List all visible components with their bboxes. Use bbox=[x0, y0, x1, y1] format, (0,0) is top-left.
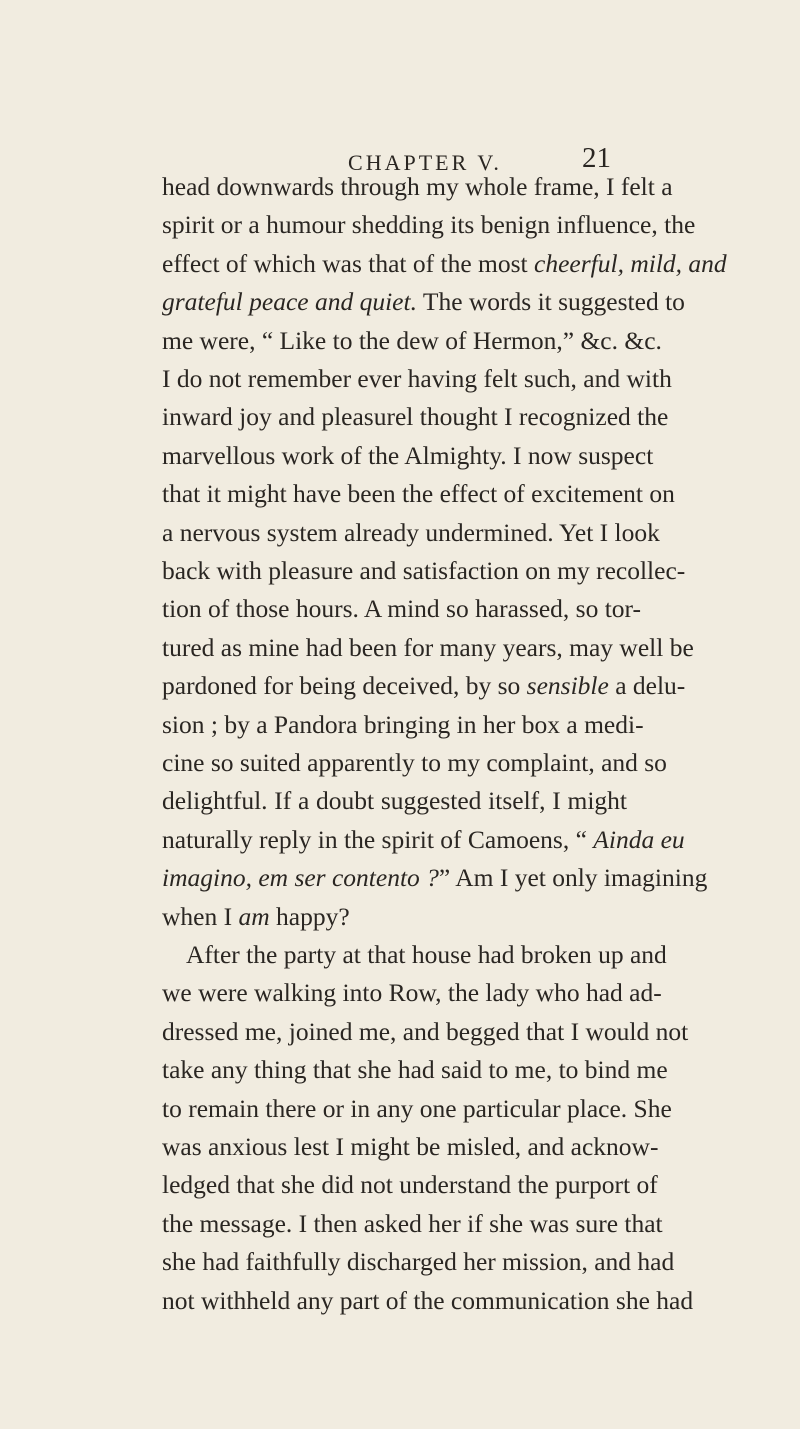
text-line: a nervous system already undermined. Yet I look bbox=[162, 517, 660, 547]
text-line: delightful. If a doubt suggested itself, I might bbox=[162, 786, 627, 816]
text-line: when I am happy? bbox=[162, 901, 350, 931]
text-line: not withheld any part of the communication she had bbox=[162, 1285, 694, 1315]
text-line: was anxious lest I might be misled, and acknow- bbox=[162, 1132, 659, 1161]
text-line: me were, “ Like to the dew of Hermon,” &c. &c. bbox=[162, 325, 662, 355]
text-line: that it might have been the effect of excitement on bbox=[162, 479, 675, 509]
text-line: tion of those hours. A mind so harassed, so tor- bbox=[162, 594, 641, 624]
text-line: I do not remember ever having felt such, and with bbox=[162, 364, 672, 393]
text-line: naturally reply in the spirit of Camoens, “ Ainda eu bbox=[162, 824, 685, 854]
italic-phrase: imagino, em ser contento ? bbox=[162, 863, 439, 893]
page-number: 21 bbox=[582, 142, 611, 174]
text-line: inward joy and pleasurel thought I recognized the bbox=[162, 402, 669, 432]
italic-phrase: grateful peace and quiet. bbox=[162, 287, 417, 317]
italic-phrase: cheerful, mild, and bbox=[534, 248, 727, 278]
text-line: the message. I then asked her if she was sure that bbox=[162, 1208, 663, 1238]
text-line: to remain there or in any one particular place. She bbox=[162, 1093, 672, 1123]
text-line: imagino, em ser contento ?” Am I yet only imagining bbox=[162, 863, 708, 893]
text-line: back with pleasure and satisfaction on my recollec- bbox=[162, 556, 686, 585]
text-line: cine so suited apparently to my complaint, and so bbox=[162, 748, 667, 777]
text-line: sion ; by a Pandora bringing in her box a medi- bbox=[162, 709, 644, 739]
italic-phrase: am bbox=[238, 901, 270, 931]
text-line: ledged that she did not understand the purport of bbox=[162, 1170, 658, 1200]
running-head: CHAPTER V. bbox=[348, 150, 502, 175]
text-line: we were walking into Row, the lady who had ad- bbox=[162, 978, 662, 1008]
text-line: pardoned for being deceived, by so sensible a delu- bbox=[162, 671, 686, 701]
text-line: After the party at that house had broken up and bbox=[186, 940, 667, 969]
text-line: marvellous work of the Almighty. I now suspect bbox=[162, 440, 654, 470]
italic-phrase: sensible bbox=[526, 671, 609, 701]
italic-phrase: Ainda eu bbox=[593, 824, 685, 854]
text-line: spirit or a humour shedding its benign influence, the bbox=[162, 210, 696, 240]
text-line: grateful peace and quiet. The words it suggested to bbox=[162, 287, 685, 317]
text-line: tured as mine had been for many years, may well be bbox=[162, 632, 694, 662]
text-line: take any thing that she had said to me, to bind me bbox=[162, 1055, 668, 1085]
text-line: head downwards through my whole frame, I felt a bbox=[162, 172, 673, 201]
text-line: dressed me, joined me, and begged that I would not bbox=[162, 1016, 689, 1046]
text-line: she had faithfully discharged her mission, and had bbox=[162, 1247, 675, 1277]
text-line: effect of which was that of the most cheerful, mild, and bbox=[162, 248, 727, 278]
